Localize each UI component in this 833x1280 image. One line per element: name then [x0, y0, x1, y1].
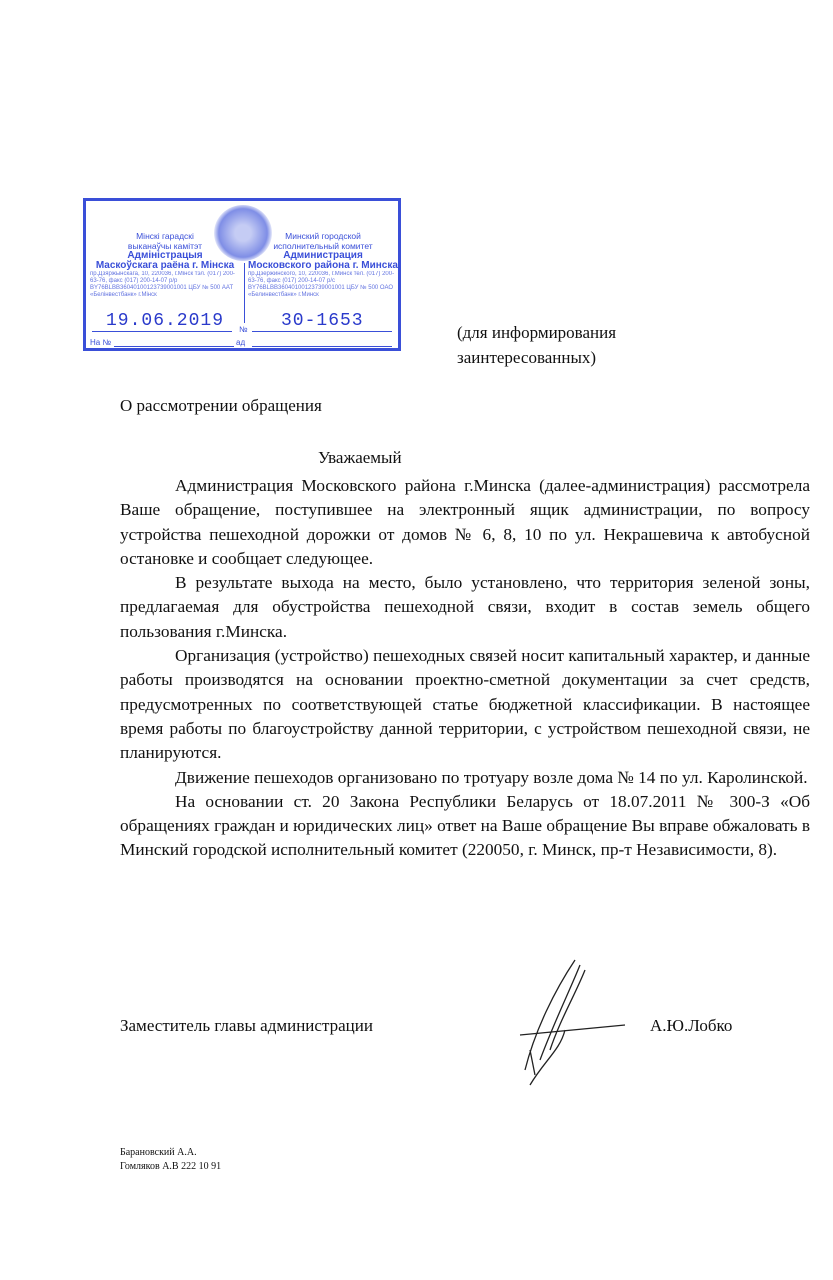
stamp-date: 19.06.2019 — [106, 311, 225, 331]
from-label: ад — [236, 338, 246, 347]
signer-name: А.Ю.Лобко — [650, 1016, 733, 1035]
executor-line: Барановский А.А. — [120, 1147, 197, 1158]
stamp-number: 30-1653 — [281, 311, 364, 331]
from-line — [252, 346, 392, 347]
paragraph: В результате выхода на место, было установлено, что территория зеленой зоны, предлагаемая для обустройства пешеходной связи, входит в состав земель общего пользования г.Минска. — [120, 573, 810, 641]
executor-line: Гомляков А.В 222 10 91 — [120, 1161, 222, 1172]
ref-label: На № — [90, 338, 112, 347]
number-label: № — [239, 325, 248, 334]
paragraph: Движение пешеходов организовано по тротуару возле дома № 14 по ул. Каролинской. — [175, 767, 808, 787]
number-line — [252, 331, 392, 332]
stamp-text: исполнительный комитет — [273, 241, 373, 251]
stamp-text: Московского района г. Минска — [248, 260, 398, 271]
letter-body — [120, 474, 810, 863]
paragraph: Организация (устройство) пешеходных связей носит капитальный характер, и данные работы производятся на основании проектно-сметной документации за счет средств, предусмотренных по соответствующей статье бюджетной классификации. В настоящее время работы по благоустройству данной территории, с устройством пешеходной связи, не планируются. — [120, 646, 810, 763]
stamp-divider — [244, 263, 245, 323]
date-line — [92, 331, 232, 332]
greeting: Уважаемый — [318, 448, 402, 467]
stamp-right-column — [248, 231, 398, 299]
letter-subject: О рассмотрении обращения — [120, 396, 322, 415]
addressee-line: (для информирования — [457, 323, 617, 342]
addressee — [457, 320, 616, 370]
ref-line — [114, 346, 234, 347]
stamp-text: Мінскі гарадскі — [136, 231, 194, 241]
stamp-text: Адміністрацыя — [127, 250, 203, 261]
stamp-left-column — [90, 231, 240, 299]
executor-info — [120, 1146, 221, 1174]
stamp-text: Минский городской — [285, 231, 361, 241]
paragraph: На основании ст. 20 Закона Республики Беларусь от 18.07.2011 № 300-З «Об обращениях граждан и юридических лиц» ответ на Ваше обращение Вы вправе обжаловать в Минский городской исполнительный комитет (220050, г. Минск, пр-т Независимости, 8). — [120, 791, 810, 860]
registration-stamp — [83, 198, 401, 351]
handwritten-signature — [505, 950, 635, 1090]
stamp-text: выканаўчы камітэт — [127, 241, 203, 251]
stamp-text: Маскоўскага раёна г. Мінска — [95, 260, 235, 271]
addressee-line: заинтересованных) — [457, 348, 597, 367]
stamp-details: пр.Дзержинского, 10, 220036, г.Минск тел. (017) 200-63-76, факс (017) 200-14-07 р/с BY76BLBB36040100123739001001 ЦБУ № 500 ОАО «Белинвестбанк» г.Минск — [248, 271, 395, 298]
signer-position: Заместитель главы администрации — [120, 1016, 373, 1035]
stamp-text: Администрация — [283, 250, 363, 261]
paragraph: Администрация Московского района г.Минска (далее-администрация) рассмотрела Ваше обращение, поступившее на электронный ящик администрации, по вопросу устройства пешеходной дорожки от домов № 6, 8, 10 по ул. Некрашевича к автобусной остановке и сообщает следующее. — [120, 476, 810, 568]
stamp-details: пр.Дзяржынскага, 10, 220036, г.Мінск тэл. (017) 200-63-76, факс (017) 200-14-07 р/р BY76BLBB36040100123739001001 ЦБУ № 500 ААТ «Белінвестбанк» г.Мінск — [90, 271, 235, 298]
